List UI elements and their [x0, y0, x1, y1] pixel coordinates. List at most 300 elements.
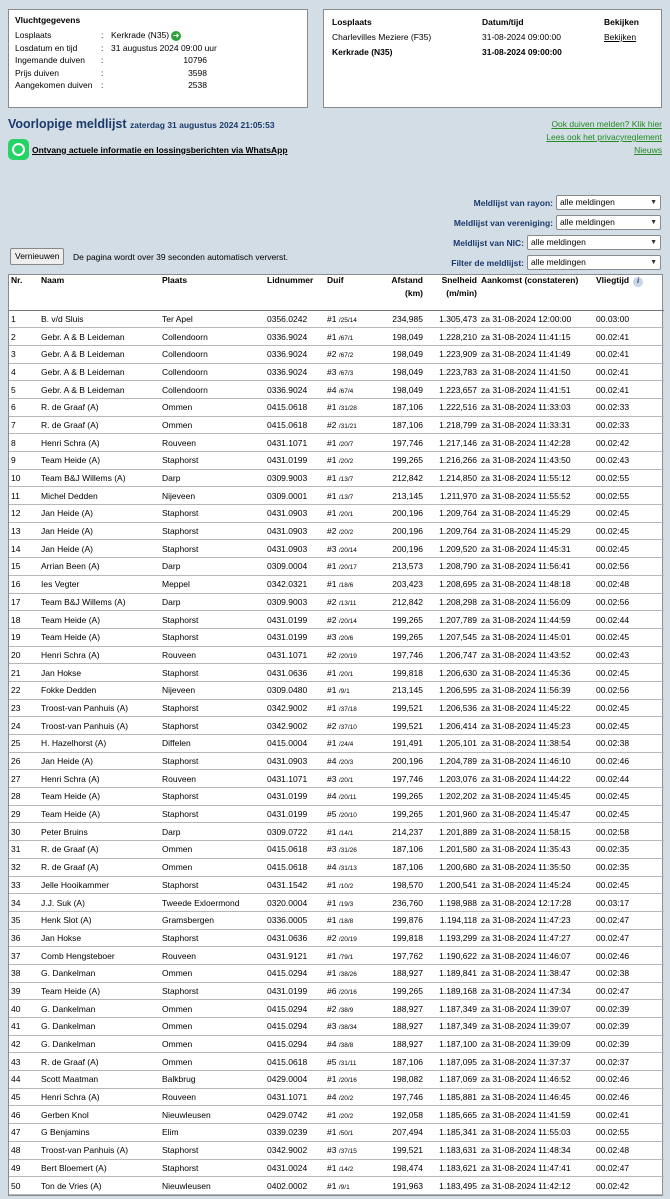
- col-header-snelheid[interactable]: Snelheid (m/min): [425, 275, 479, 310]
- filter-vereniging-select[interactable]: alle meldingen ▼: [556, 215, 661, 230]
- cell-nr: 21: [9, 664, 39, 682]
- cell-plaats: Staphorst: [160, 505, 265, 523]
- cell-vliegtijd: 00.02:45: [594, 805, 664, 823]
- cell-plaats: Ommen: [160, 858, 265, 876]
- cell-lidnummer: 0309.9003: [265, 593, 325, 611]
- cell-lidnummer: 0415.0618: [265, 398, 325, 416]
- release-datetime: 31-08-2024 09:00:00: [482, 47, 562, 57]
- cell-duif: #1 /18/8: [325, 911, 375, 929]
- cell-afstand: 197,762: [375, 947, 425, 965]
- table-row[interactable]: [9, 593, 664, 611]
- cell-naam: Jan Heide (A): [39, 522, 160, 540]
- cell-nr: 40: [9, 1000, 39, 1018]
- table-row[interactable]: [9, 805, 664, 823]
- cell-snelheid: 1.194,118: [425, 911, 479, 929]
- cell-nr: 41: [9, 1018, 39, 1036]
- cell-naam: Troost-van Panhuis (A): [39, 717, 160, 735]
- table-row[interactable]: [9, 982, 664, 1000]
- chevron-down-icon: ▼: [650, 199, 657, 206]
- cell-naam: R. de Graaf (A): [39, 841, 160, 859]
- cell-nr: 6: [9, 398, 39, 416]
- whatsapp-icon[interactable]: [8, 139, 29, 160]
- cell-vliegtijd: 00.02:39: [594, 1035, 664, 1053]
- cell-aankomst: za 31-08-2024 11:46:45: [479, 1088, 594, 1106]
- cell-afstand: 198,082: [375, 1071, 425, 1089]
- cell-aankomst: za 31-08-2024 11:39:07: [479, 1000, 594, 1018]
- release-grid: [332, 16, 653, 59]
- cell-vliegtijd: 00.02:45: [594, 505, 664, 523]
- cell-lidnummer: 0336.9024: [265, 328, 325, 346]
- cell-afstand: 192,058: [375, 1106, 425, 1124]
- cell-afstand: 199,818: [375, 929, 425, 947]
- cell-afstand: 199,265: [375, 452, 425, 470]
- cell-aankomst: za 31-08-2024 11:33:31: [479, 416, 594, 434]
- cell-lidnummer: 0415.0294: [265, 964, 325, 982]
- cell-afstand: 187,106: [375, 1053, 425, 1071]
- table-row[interactable]: [9, 717, 664, 735]
- table-row[interactable]: [9, 416, 664, 434]
- report-pigeons-link[interactable]: Ook duiven melden? Klik hier: [551, 119, 662, 129]
- flight-info-label: Ingemande duiven: [15, 55, 85, 65]
- cell-plaats: Rouveen: [160, 434, 265, 452]
- cell-aankomst: za 31-08-2024 11:46:07: [479, 947, 594, 965]
- cell-duif: #1 /20/16: [325, 1071, 375, 1089]
- cell-naam: Team B&J Willems (A): [39, 593, 160, 611]
- filter-meldlijst: [451, 255, 661, 270]
- cell-naam: Jan Heide (A): [39, 752, 160, 770]
- cell-aankomst: za 31-08-2024 11:45:01: [479, 628, 594, 646]
- cell-nr: 14: [9, 540, 39, 558]
- cell-lidnummer: 0431.0903: [265, 752, 325, 770]
- cell-afstand: 198,049: [375, 381, 425, 399]
- cell-naam: Troost-van Panhuis (A): [39, 699, 160, 717]
- table-row[interactable]: [9, 964, 664, 982]
- cell-snelheid: 1.187,100: [425, 1035, 479, 1053]
- cell-aankomst: za 31-08-2024 11:48:34: [479, 1141, 594, 1159]
- cell-vliegtijd: 00.02:44: [594, 611, 664, 629]
- table-row[interactable]: [9, 823, 664, 841]
- cell-naam: Team Heide (A): [39, 628, 160, 646]
- cell-afstand: 199,818: [375, 664, 425, 682]
- cell-snelheid: 1.209,764: [425, 522, 479, 540]
- cell-duif: #2 /13/11: [325, 593, 375, 611]
- table-row[interactable]: [9, 646, 664, 664]
- table-row[interactable]: [9, 1124, 664, 1142]
- cell-aankomst: za 31-08-2024 11:35:50: [479, 858, 594, 876]
- cell-snelheid: 1.187,095: [425, 1053, 479, 1071]
- cell-naam: Jan Hokse: [39, 664, 160, 682]
- cell-vliegtijd: 00.02:55: [594, 469, 664, 487]
- col-header-afstand[interactable]: Afstand (km): [375, 275, 425, 310]
- cell-nr: 25: [9, 735, 39, 753]
- table-row[interactable]: [9, 540, 664, 558]
- cell-naam: Jan Hokse: [39, 929, 160, 947]
- table-row[interactable]: [9, 1035, 664, 1053]
- cell-plaats: Ommen: [160, 841, 265, 859]
- cell-duif: #1 /10/2: [325, 876, 375, 894]
- table-row[interactable]: [9, 664, 664, 682]
- cell-plaats: Balkbrug: [160, 1071, 265, 1089]
- table-row[interactable]: [9, 1071, 664, 1089]
- table-row[interactable]: [9, 310, 664, 328]
- cell-naam: Ton de Vries (A): [39, 1177, 160, 1195]
- col-header-nr[interactable]: Nr.: [9, 275, 39, 310]
- cell-snelheid: 1.218,799: [425, 416, 479, 434]
- cell-lidnummer: 0431.0024: [265, 1159, 325, 1177]
- cell-plaats: Staphorst: [160, 752, 265, 770]
- cell-vliegtijd: 00.02:48: [594, 1141, 664, 1159]
- cell-afstand: 199,521: [375, 699, 425, 717]
- filter-rayon-select[interactable]: alle meldingen ▼: [556, 195, 661, 210]
- cell-naam: Henri Schra (A): [39, 434, 160, 452]
- cell-lidnummer: 0336.0005: [265, 911, 325, 929]
- cell-duif: #2 /67/2: [325, 345, 375, 363]
- col-header-naam[interactable]: Naam: [39, 275, 160, 310]
- cell-nr: 45: [9, 1088, 39, 1106]
- table-row[interactable]: [9, 469, 664, 487]
- filter-rayon-label: Meldlijst van rayon:: [473, 197, 553, 208]
- cell-lidnummer: 0309.0480: [265, 681, 325, 699]
- refresh-button[interactable]: Vernieuwen: [10, 248, 64, 265]
- cell-snelheid: 1.183,631: [425, 1141, 479, 1159]
- cell-naam: R. de Graaf (A): [39, 416, 160, 434]
- cell-duif: #6 /20/16: [325, 982, 375, 1000]
- table-row[interactable]: [9, 858, 664, 876]
- cell-naam: G. Dankelman: [39, 1018, 160, 1036]
- table-row[interactable]: [9, 1177, 664, 1195]
- cell-nr: 26: [9, 752, 39, 770]
- flight-info-value: Kerkrade (N35) ➜: [111, 30, 180, 40]
- cell-vliegtijd: 00.02:41: [594, 381, 664, 399]
- cell-aankomst: za 31-08-2024 11:55:52: [479, 487, 594, 505]
- cell-plaats: Ter Apel: [160, 310, 265, 328]
- release-place: Charlevilles Meziere (F35): [332, 32, 432, 42]
- cell-snelheid: 1.187,349: [425, 1000, 479, 1018]
- cell-afstand: 187,106: [375, 841, 425, 859]
- cell-duif: #2 /31/21: [325, 416, 375, 434]
- cell-naam: Gerben Knol: [39, 1106, 160, 1124]
- filter-vereniging: [454, 215, 661, 230]
- table-row[interactable]: [9, 699, 664, 717]
- cell-snelheid: 1.305,473: [425, 310, 479, 328]
- cell-plaats: Ommen: [160, 1000, 265, 1018]
- table-row[interactable]: [9, 1159, 664, 1177]
- cell-naam: Team B&J Willems (A): [39, 469, 160, 487]
- cell-plaats: Diffelen: [160, 735, 265, 753]
- table-row[interactable]: [9, 770, 664, 788]
- cell-nr: 24: [9, 717, 39, 735]
- cell-vliegtijd: 00.02:42: [594, 434, 664, 452]
- table-row[interactable]: [9, 1018, 664, 1036]
- cell-aankomst: za 31-08-2024 11:55:12: [479, 469, 594, 487]
- table-row[interactable]: [9, 434, 664, 452]
- table-row[interactable]: [9, 911, 664, 929]
- cell-nr: 42: [9, 1035, 39, 1053]
- cell-nr: 47: [9, 1124, 39, 1142]
- cell-vliegtijd: 00.02:47: [594, 911, 664, 929]
- filter-meldlijst-label: Filter de meldlijst:: [451, 257, 524, 268]
- table-row[interactable]: [9, 876, 664, 894]
- table-header-row: [9, 275, 664, 310]
- cell-lidnummer: 0431.0636: [265, 664, 325, 682]
- cell-aankomst: za 31-08-2024 11:33:03: [479, 398, 594, 416]
- top-right-links: [546, 118, 662, 157]
- cell-snelheid: 1.216,266: [425, 452, 479, 470]
- cell-afstand: 200,196: [375, 505, 425, 523]
- cell-naam: Jelle Hooikammer: [39, 876, 160, 894]
- cell-lidnummer: 0415.0618: [265, 858, 325, 876]
- table-row[interactable]: [9, 752, 664, 770]
- cell-afstand: 199,265: [375, 788, 425, 806]
- info-icon[interactable]: i: [633, 277, 643, 287]
- cell-snelheid: 1.187,069: [425, 1071, 479, 1089]
- cell-lidnummer: 0431.0199: [265, 452, 325, 470]
- cell-duif: #2 /20/19: [325, 646, 375, 664]
- whatsapp-banner: [8, 139, 288, 160]
- cell-snelheid: 1.223,909: [425, 345, 479, 363]
- cell-snelheid: 1.228,210: [425, 328, 479, 346]
- cell-snelheid: 1.206,630: [425, 664, 479, 682]
- cell-plaats: Ommen: [160, 398, 265, 416]
- cell-lidnummer: 0431.1071: [265, 1088, 325, 1106]
- col-header-plaats[interactable]: Plaats: [160, 275, 265, 310]
- table-row[interactable]: [9, 788, 664, 806]
- flight-info-panel: [8, 9, 308, 108]
- results-table-body: [9, 310, 664, 1194]
- cell-duif: #1 /50/1: [325, 1124, 375, 1142]
- cell-naam: Bert Bloemert (A): [39, 1159, 160, 1177]
- cell-plaats: Nijeveen: [160, 487, 265, 505]
- cell-duif: #1 /38/26: [325, 964, 375, 982]
- cell-naam: G. Dankelman: [39, 1035, 160, 1053]
- cell-snelheid: 1.217,146: [425, 434, 479, 452]
- cell-aankomst: za 31-08-2024 11:41:59: [479, 1106, 594, 1124]
- cell-nr: 10: [9, 469, 39, 487]
- filter-nic-select[interactable]: alle meldingen ▼: [527, 235, 661, 250]
- cell-naam: Team Heide (A): [39, 982, 160, 1000]
- cell-naam: Henri Schra (A): [39, 1088, 160, 1106]
- cell-nr: 28: [9, 788, 39, 806]
- table-row[interactable]: [9, 328, 664, 346]
- cell-lidnummer: 0309.0004: [265, 558, 325, 576]
- cell-nr: 39: [9, 982, 39, 1000]
- cell-nr: 38: [9, 964, 39, 982]
- table-row[interactable]: [9, 1053, 664, 1071]
- cell-lidnummer: 0336.9024: [265, 363, 325, 381]
- table-row[interactable]: [9, 841, 664, 859]
- cell-nr: 20: [9, 646, 39, 664]
- col-header-lidnummer[interactable]: Lidnummer: [265, 275, 325, 310]
- flight-info-row: [15, 29, 301, 42]
- flight-info-rows: [15, 29, 301, 92]
- cell-aankomst: za 31-08-2024 11:37:37: [479, 1053, 594, 1071]
- cell-aankomst: za 31-08-2024 11:45:47: [479, 805, 594, 823]
- cell-duif: #1 /25/14: [325, 310, 375, 328]
- table-row[interactable]: [9, 735, 664, 753]
- cell-vliegtijd: 00.02:43: [594, 452, 664, 470]
- cell-naam: R. de Graaf (A): [39, 858, 160, 876]
- cell-naam: Gebr. A & B Leideman: [39, 363, 160, 381]
- flight-info-label: Losplaats: [15, 30, 52, 40]
- table-row[interactable]: [9, 381, 664, 399]
- cell-aankomst: za 31-08-2024 11:44:59: [479, 611, 594, 629]
- refresh-countdown-text: De pagina wordt over 39 seconden automatisch ververst.: [73, 252, 288, 262]
- cell-afstand: 198,049: [375, 328, 425, 346]
- table-row[interactable]: [9, 522, 664, 540]
- cell-duif: #3 /38/34: [325, 1018, 375, 1036]
- cell-aankomst: za 31-08-2024 11:43:52: [479, 646, 594, 664]
- release-header-place: Losplaats: [332, 17, 372, 27]
- table-row[interactable]: [9, 345, 664, 363]
- cell-aankomst: za 31-08-2024 11:47:27: [479, 929, 594, 947]
- flight-info-title: Vluchtgegevens: [15, 15, 81, 25]
- table-row[interactable]: [9, 1088, 664, 1106]
- cell-duif: #1 /67/1: [325, 328, 375, 346]
- col-header-aankomst[interactable]: Aankomst (constateren): [479, 275, 594, 310]
- cell-lidnummer: 0415.0294: [265, 1035, 325, 1053]
- cell-duif: #1 /13/7: [325, 487, 375, 505]
- cell-naam: G Benjamins: [39, 1124, 160, 1142]
- cell-nr: 23: [9, 699, 39, 717]
- cell-nr: 27: [9, 770, 39, 788]
- cell-aankomst: za 31-08-2024 11:42:28: [479, 434, 594, 452]
- cell-afstand: 199,521: [375, 1141, 425, 1159]
- cell-lidnummer: 0431.0903: [265, 540, 325, 558]
- results-table-container: [8, 274, 663, 1196]
- cell-duif: #3 /67/3: [325, 363, 375, 381]
- cell-naam: Peter Bruins: [39, 823, 160, 841]
- cell-plaats: Collendoorn: [160, 345, 265, 363]
- cell-lidnummer: 0309.0722: [265, 823, 325, 841]
- table-row[interactable]: [9, 398, 664, 416]
- cell-vliegtijd: 00.02:44: [594, 770, 664, 788]
- cell-nr: 4: [9, 363, 39, 381]
- cell-duif: #1 /20/1: [325, 664, 375, 682]
- cell-afstand: 199,521: [375, 717, 425, 735]
- cell-nr: 43: [9, 1053, 39, 1071]
- table-row[interactable]: [9, 505, 664, 523]
- cell-aankomst: za 31-08-2024 11:39:09: [479, 1035, 594, 1053]
- cell-plaats: Staphorst: [160, 876, 265, 894]
- cell-vliegtijd: 00.02:41: [594, 1106, 664, 1124]
- cell-lidnummer: 0431.1071: [265, 646, 325, 664]
- cell-naam: R. de Graaf (A): [39, 1053, 160, 1071]
- cell-afstand: 187,106: [375, 398, 425, 416]
- cell-aankomst: za 31-08-2024 11:38:54: [479, 735, 594, 753]
- col-header-vliegtijd[interactable]: Vliegtijd i: [594, 275, 664, 310]
- cell-duif: #4 /67/4: [325, 381, 375, 399]
- cell-naam: R. de Graaf (A): [39, 398, 160, 416]
- cell-duif: #3 /20/6: [325, 628, 375, 646]
- cell-lidnummer: 0431.0903: [265, 522, 325, 540]
- cell-vliegtijd: 00.02:45: [594, 540, 664, 558]
- news-link[interactable]: Nieuws: [634, 145, 662, 155]
- table-row[interactable]: [9, 487, 664, 505]
- cell-afstand: 197,746: [375, 770, 425, 788]
- cell-afstand: 188,927: [375, 964, 425, 982]
- cell-vliegtijd: 00.02:47: [594, 929, 664, 947]
- filter-meldlijst-select[interactable]: alle meldingen ▼: [527, 255, 661, 270]
- cell-afstand: 200,196: [375, 540, 425, 558]
- cell-vliegtijd: 00.02:38: [594, 964, 664, 982]
- cell-lidnummer: 0415.0618: [265, 1053, 325, 1071]
- cell-nr: 36: [9, 929, 39, 947]
- cell-plaats: Ommen: [160, 416, 265, 434]
- cell-naam: Jan Heide (A): [39, 540, 160, 558]
- table-row[interactable]: [9, 558, 664, 576]
- cell-snelheid: 1.201,580: [425, 841, 479, 859]
- cell-plaats: Darp: [160, 823, 265, 841]
- cell-afstand: 199,876: [375, 911, 425, 929]
- cell-duif: #1 /18/6: [325, 575, 375, 593]
- table-row[interactable]: [9, 894, 664, 912]
- cell-plaats: Staphorst: [160, 929, 265, 947]
- table-row[interactable]: [9, 1106, 664, 1124]
- cell-lidnummer: 0429.0742: [265, 1106, 325, 1124]
- col-header-duif[interactable]: Duif: [325, 275, 375, 310]
- cell-afstand: 236,760: [375, 894, 425, 912]
- cell-nr: 9: [9, 452, 39, 470]
- table-row[interactable]: [9, 1000, 664, 1018]
- cell-duif: #2 /20/14: [325, 611, 375, 629]
- cell-afstand: 188,927: [375, 1000, 425, 1018]
- table-row[interactable]: [9, 628, 664, 646]
- flight-info-label: Prijs duiven: [15, 67, 59, 78]
- cell-duif: #3 /37/15: [325, 1141, 375, 1159]
- cell-snelheid: 1.214,850: [425, 469, 479, 487]
- cell-snelheid: 1.208,298: [425, 593, 479, 611]
- cell-vliegtijd: 00.02:45: [594, 522, 664, 540]
- cell-plaats: Nijeveen: [160, 681, 265, 699]
- cell-aankomst: za 31-08-2024 11:41:51: [479, 381, 594, 399]
- table-row[interactable]: [9, 681, 664, 699]
- cell-plaats: Staphorst: [160, 1141, 265, 1159]
- cell-vliegtijd: 00.02:45: [594, 717, 664, 735]
- arrow-right-icon[interactable]: ➜: [172, 30, 180, 40]
- table-row[interactable]: [9, 929, 664, 947]
- table-row[interactable]: [9, 1141, 664, 1159]
- cell-duif: #5 /20/10: [325, 805, 375, 823]
- view-release-link[interactable]: Bekijken: [604, 32, 637, 42]
- table-row[interactable]: [9, 575, 664, 593]
- flight-info-row: [15, 42, 301, 55]
- cell-aankomst: za 31-08-2024 11:56:41: [479, 558, 594, 576]
- cell-lidnummer: 0431.0199: [265, 788, 325, 806]
- cell-snelheid: 1.205,101: [425, 735, 479, 753]
- cell-plaats: Staphorst: [160, 452, 265, 470]
- cell-snelheid: 1.187,349: [425, 1018, 479, 1036]
- table-row[interactable]: [9, 947, 664, 965]
- cell-lidnummer: 0431.1071: [265, 434, 325, 452]
- privacy-link[interactable]: Lees ook het privacyreglement: [546, 132, 662, 142]
- cell-lidnummer: 0415.0618: [265, 416, 325, 434]
- cell-lidnummer: 0431.9121: [265, 947, 325, 965]
- cell-afstand: 197,746: [375, 434, 425, 452]
- cell-plaats: Tweede Exloermond: [160, 894, 265, 912]
- cell-duif: #1 /79/1: [325, 947, 375, 965]
- cell-plaats: Darp: [160, 593, 265, 611]
- cell-aankomst: za 31-08-2024 12:17:28: [479, 894, 594, 912]
- table-row[interactable]: [9, 611, 664, 629]
- cell-lidnummer: 0309.9003: [265, 469, 325, 487]
- table-row[interactable]: [9, 363, 664, 381]
- table-row[interactable]: [9, 452, 664, 470]
- whatsapp-link[interactable]: Ontvang actuele informatie en lossingsberichten via WhatsApp: [32, 144, 288, 155]
- cell-afstand: 212,842: [375, 469, 425, 487]
- cell-naam: Michel Dedden: [39, 487, 160, 505]
- cell-nr: 50: [9, 1177, 39, 1195]
- cell-nr: 22: [9, 681, 39, 699]
